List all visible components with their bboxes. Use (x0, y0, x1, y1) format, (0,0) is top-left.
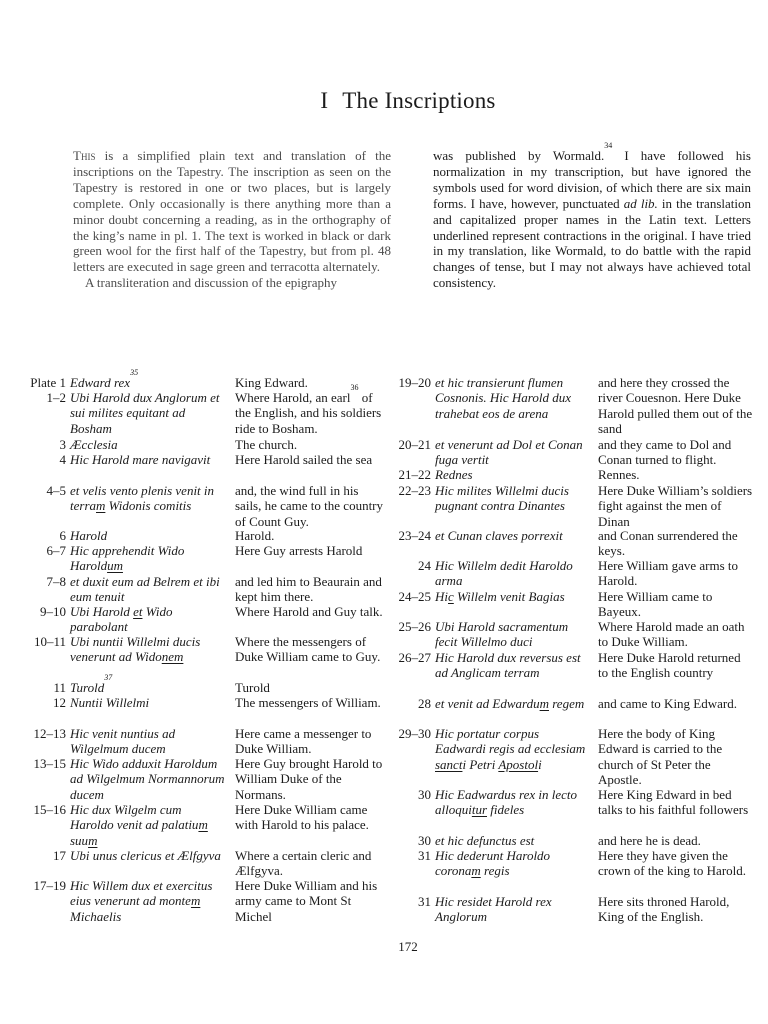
plate-reference: 20–21 (398, 437, 431, 452)
latin-inscription (70, 756, 228, 802)
text-segment: Hic venit nuntius ad Wilgelmum ducem (70, 726, 176, 757)
latin-inscription (435, 483, 593, 514)
plate-reference: 28 (418, 696, 431, 711)
latin-inscription (435, 528, 593, 543)
text-segment: Widonis comitis (105, 498, 192, 514)
plate-reference: 29–30 (398, 726, 431, 741)
text-segment: Hic Wido adduxit Haroldum ad Wilgelmum Normannorum ducem (70, 756, 225, 802)
text-segment: m (539, 696, 549, 711)
intro-text-b: I have followed his normalization in my transcription, but have ignored the symbols used for word division, of which there are six main forms. I have, however, punctuated (433, 148, 751, 211)
text-segment: Ubi Harold (70, 604, 134, 619)
text-segment: nem (161, 649, 184, 665)
english-translation: Here Duke William’s soldiers fight against the men of Dinan (598, 483, 753, 529)
plate-reference: 15–16 (33, 802, 66, 817)
latin-inscription (70, 390, 228, 436)
english-translation: and led him to Beaurain and kept him there. (235, 574, 382, 605)
text-segment: et hic transierunt flumen Cosnonis. Hic Harold dux trahebat eos de arena (435, 375, 572, 421)
latin-inscription (70, 437, 228, 452)
latin-inscription (435, 437, 593, 468)
english-translation: Where a certain cleric and Ælfgyva. (235, 848, 372, 879)
text-segment: m (198, 817, 208, 833)
text-segment: c (448, 589, 454, 604)
plate-reference: 31 (418, 848, 431, 863)
text-segment: regis (480, 863, 510, 879)
english-translation (235, 383, 385, 436)
text-segment: Turold (70, 680, 105, 695)
latin-inscription (70, 695, 228, 710)
plate-reference: 9–10 (40, 604, 66, 619)
plate-reference: 7–8 (46, 574, 66, 589)
intro-text-a: was published by Wormald. (433, 148, 605, 163)
text-segment: Hic dederunt Haroldo corona (435, 848, 551, 879)
english-translation: and here they crossed the river Couesnon. Here Duke Harold pulled them out of the sand (598, 375, 753, 436)
plate-reference: 30 (418, 833, 431, 848)
text-segment: Hic Willelm dedit Haroldo arma (435, 558, 573, 589)
text-segment: Ubi Harold sacramentum fecit Willelmo duci (435, 619, 569, 650)
text-segment: Hic Willem dux et exercitus eius venerunt ad monte (70, 878, 213, 909)
latin-inscription (435, 650, 593, 681)
english-translation: Where Harold and Guy talk. (235, 604, 383, 619)
english-translation: Here Duke Harold returned to the English country (598, 650, 741, 681)
plate-reference: 22–23 (398, 483, 431, 498)
text-segment: Wido parabolant (70, 604, 173, 635)
latin-inscription (70, 368, 228, 390)
plate-reference: 1–2 (46, 390, 66, 405)
page-number: 172 (398, 939, 418, 954)
text-segment: Ubi nuntii Willelmi ducis venerunt ad Wido (70, 634, 201, 665)
text-segment: et (133, 604, 143, 619)
latin-inscription (435, 558, 593, 589)
latin-inscription (70, 848, 228, 863)
latin-inscription (70, 483, 228, 514)
text-segment: fideles (487, 802, 525, 818)
english-translation: Here William gave arms to Harold. (598, 558, 739, 589)
english-translation: Here Guy arrests Harold (235, 543, 363, 558)
text-segment: Nuntii Willelmi (70, 695, 150, 710)
text-segment: tur (471, 802, 488, 818)
text-segment: Hic Harold mare navigavit (70, 452, 211, 467)
intro-left-column (73, 148, 391, 291)
latin-inscription (435, 848, 593, 879)
intro-paragraph-2: A transliteration and discussion of the epigraphy (85, 275, 338, 291)
chapter-title: The Inscriptions (342, 88, 496, 113)
latin-inscription (435, 619, 593, 650)
intro-paragraph-1 (73, 148, 391, 275)
text-segment: Edward rex (70, 375, 131, 390)
latin-inscription (70, 543, 228, 574)
text-segment: Hic Harold dux reversus est ad Anglicam terram (435, 650, 581, 681)
english-translation: Harold. (235, 528, 275, 543)
intro-adlib: ad lib. (623, 195, 658, 211)
english-translation: Here Duke William and his army came to Mont St Michel (235, 878, 378, 924)
text-segment: Ubi Harold dux Anglorum et sui milites equitant ad Bosham (70, 390, 220, 436)
text-segment: m (471, 863, 481, 879)
plate-reference: 10–11 (33, 634, 66, 649)
english-translation: Here King Edward in bed talks to his faithful followers (598, 787, 749, 818)
text-segment: Willelm venit Bagias (453, 589, 565, 604)
english-translation: Here Duke William came with Harold to his palace. (235, 802, 369, 833)
latin-inscription (435, 696, 593, 711)
english-translation: and here he is dead. (598, 833, 701, 848)
text-segment: et venerunt ad Dol et Conan fuga vertit (435, 437, 583, 468)
plate-reference: 23–24 (398, 528, 431, 543)
intro-text-c: in the translation and capitalized proper names in the Latin text. Letters underlined represent contractions in the original. I have tried in my translation, like Wormald, to do battle with the rapid changes of tense, but I may not always have achieved total consistency. (433, 195, 751, 291)
text-segment: suu (70, 832, 89, 848)
text-segment: Ubi unus clericus et Ælfgyva (70, 848, 221, 863)
plate-reference: 25–26 (398, 619, 431, 634)
text-segment: Hic dux Wilgelm cum Haroldo venit ad palatiu (70, 802, 199, 833)
text-segment: Hic milites Willelmi ducis pugnant contra Dinantes (435, 483, 569, 514)
footnote-ref-34: 34 (604, 141, 613, 150)
plate-reference: 13–15 (33, 756, 66, 771)
text-segment: Apostol (498, 756, 539, 772)
text-segment: Hic residet Harold rex Anglorum (435, 894, 552, 925)
text-segment: m (96, 498, 106, 514)
english-translation: Here sits throned Harold, King of the English. (598, 894, 730, 925)
latin-inscription (435, 894, 593, 925)
plate-reference: 12–13 (33, 726, 66, 741)
english-translation: The church. (235, 437, 298, 452)
plate-reference: 24–25 (398, 589, 431, 604)
latin-inscription (435, 726, 593, 772)
plate-reference: Plate 1 (30, 375, 66, 390)
latin-inscription (435, 375, 593, 421)
text-segment: m (190, 893, 201, 909)
text-segment: m (88, 832, 98, 848)
plate-reference: 4 (59, 452, 66, 467)
plate-reference: 17 (53, 848, 66, 863)
english-translation: The messengers of William. (235, 695, 381, 710)
text-segment: um (107, 558, 123, 574)
text-segment: i Petri (462, 756, 499, 772)
plate-reference: 12 (53, 695, 66, 710)
english-translation: and came to King Edward. (598, 696, 737, 711)
latin-inscription (70, 452, 228, 467)
english-translation: Turold (235, 680, 270, 695)
english-translation: Where the messengers of Duke William came to Guy. (235, 634, 381, 665)
plate-reference: 26–27 (398, 650, 431, 665)
text-segment: Rednes (435, 467, 473, 482)
english-translation: Here William came to Bayeux. (598, 589, 713, 620)
plate-reference: 6–7 (46, 543, 66, 558)
footnote-ref: 35 (130, 368, 139, 377)
english-translation: and Conan surrendered the keys. (598, 528, 738, 559)
text-segment: et venit ad Edwardu (435, 696, 540, 711)
text-segment: Hic Eadwardus rex in lecto alloqui (435, 787, 578, 818)
plate-reference: 6 (59, 528, 66, 543)
plate-reference: 30 (418, 787, 431, 802)
plate-reference: 4–5 (46, 483, 66, 498)
footnote-ref: 37 (104, 673, 113, 682)
text-segment: Where Harold, an earl (235, 390, 351, 405)
text-segment: et duxit eum ad Belrem et ibi eum tenuit (70, 574, 220, 605)
intro-paragraph-continued (433, 141, 751, 291)
english-translation: Here the body of King Edward is carried to the church of St Peter the Apostle. (598, 726, 723, 787)
english-translation: Rennes. (598, 467, 640, 482)
plate-reference: 3 (59, 437, 66, 452)
plate-reference: 24 (418, 558, 431, 573)
text-segment: Æcclesia (70, 437, 118, 452)
chapter-number: I (320, 88, 329, 113)
english-translation: and they came to Dol and Conan turned to flight. (598, 437, 732, 468)
latin-inscription (70, 604, 228, 635)
intro-right-column (433, 141, 751, 291)
english-translation: Here Harold sailed the sea (235, 452, 373, 467)
intro-lead-word: This (73, 148, 96, 163)
latin-inscription (435, 787, 593, 818)
plate-reference: 31 (418, 894, 431, 909)
footnote-ref: 36 (350, 383, 359, 392)
text-segment: Hic apprehendit Wido Harold (70, 543, 185, 574)
latin-inscription (70, 726, 228, 757)
latin-inscription (70, 634, 228, 665)
plate-reference: 17–19 (33, 878, 66, 893)
plate-reference: 21–22 (398, 467, 431, 482)
text-segment: et hic defunctus est (435, 833, 535, 848)
text-segment: Hic portatur corpus Eadwardi regis ad ecclesiam (435, 726, 586, 757)
latin-inscription (70, 673, 228, 695)
latin-inscription (70, 802, 228, 848)
text-segment: i (538, 756, 542, 772)
english-translation: Where Harold made an oath to Duke William. (598, 619, 745, 650)
latin-inscription (435, 467, 593, 482)
text-segment: Harold (70, 528, 108, 543)
text-segment: et velis vento plenis venit in terra (70, 483, 215, 514)
latin-inscription (435, 833, 593, 848)
text-segment: regem (548, 696, 585, 711)
latin-inscription (70, 878, 228, 924)
plate-reference: 19–20 (398, 375, 431, 390)
english-translation: and, the wind full in his sails, he came to the country of Count Guy. (235, 483, 384, 529)
latin-inscription (70, 574, 228, 605)
latin-inscription (435, 589, 593, 604)
chapter-heading (0, 88, 768, 114)
text-segment: sanct (435, 756, 463, 772)
text-segment: Hi (435, 589, 448, 604)
text-segment: of the English, and his soldiers ride to Bosham. (235, 390, 382, 436)
latin-inscription (70, 528, 228, 543)
english-translation: Here they have given the crown of the king to Harold. (598, 848, 747, 879)
plate-reference: 11 (53, 680, 66, 695)
text-segment: et Cunan claves porrexit (435, 528, 563, 543)
text-segment: Michaelis (70, 908, 122, 924)
intro-text-1: is a simplified plain text and translation of the inscriptions on the Tapestry. The inscription as seen on the Tapestry is restored in one or two places, but is largely complete. Only occasionally is there anything more than a minor doubt concerning a reading, as in the orthography of the king’s name in pl. 1. The text is worked in black or dark green wool for the first half of the Tapestry, but from pl. 48 letters are executed in sage green and terracotta alternately. (73, 148, 391, 275)
english-translation: Here Guy brought Harold to William Duke of the Normans. (235, 756, 383, 802)
english-translation: Here came a messenger to Duke William. (235, 726, 372, 757)
english-translation: King Edward. (235, 375, 308, 390)
